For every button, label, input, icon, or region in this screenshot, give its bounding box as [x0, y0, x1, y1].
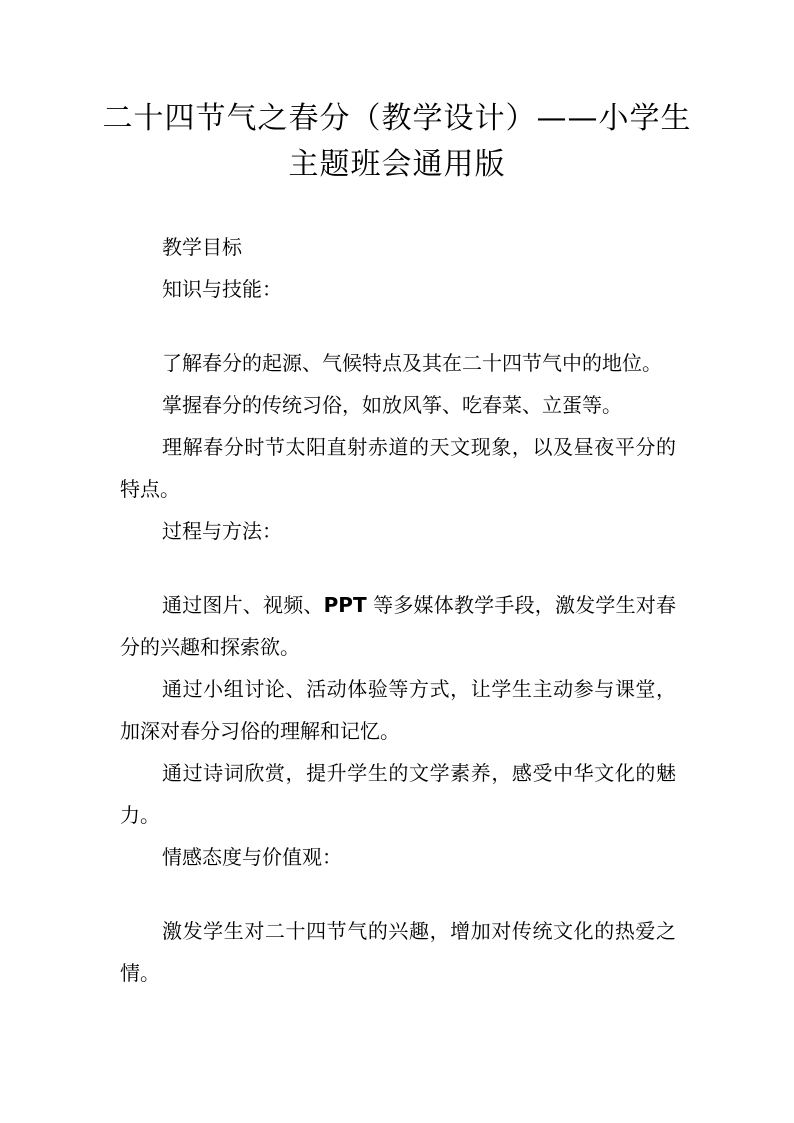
section-heading: 教学目标: [162, 235, 242, 259]
knowledge-item: 掌握春分的传统习俗，如放风筝、吃春菜、立蛋等。: [162, 393, 622, 417]
process-label: 过程与方法：: [162, 519, 282, 543]
title-line-1: 二十四节气之春分（教学设计）——小学生: [102, 101, 692, 136]
process-item: 通过小组讨论、活动体验等方式，让学生主动参与课堂，加深对春分习俗的理解和记忆。: [120, 677, 676, 743]
knowledge-item: 理解春分时节太阳直射赤道的天文现象，以及昼夜平分的特点。: [120, 435, 676, 501]
process-item-text: 通过图片、视频、: [162, 593, 324, 617]
document-title: [0, 96, 794, 188]
spacer: [120, 552, 676, 584]
process-item: 通过诗词欣赏，提升学生的文学素养，感受中华文化的魅力。: [120, 761, 676, 827]
document-body: [120, 226, 676, 994]
ppt-term: PPT: [323, 593, 367, 617]
process-item-text: 等多媒体教学手段，激发学生对春分的兴趣和探索欲。: [120, 593, 676, 659]
emotion-label: 情感态度与价值观：: [162, 845, 342, 869]
knowledge-label: 知识与技能：: [162, 277, 282, 301]
spacer: [120, 310, 676, 342]
title-line-2: 主题班会通用版: [288, 147, 506, 182]
process-item: [120, 584, 676, 668]
emotion-item: 激发学生对二十四节气的兴趣，增加对传统文化的热爱之情。: [120, 919, 676, 985]
spacer: [120, 878, 676, 910]
knowledge-item: 了解春分的起源、气候特点及其在二十四节气中的地位。: [162, 351, 662, 375]
